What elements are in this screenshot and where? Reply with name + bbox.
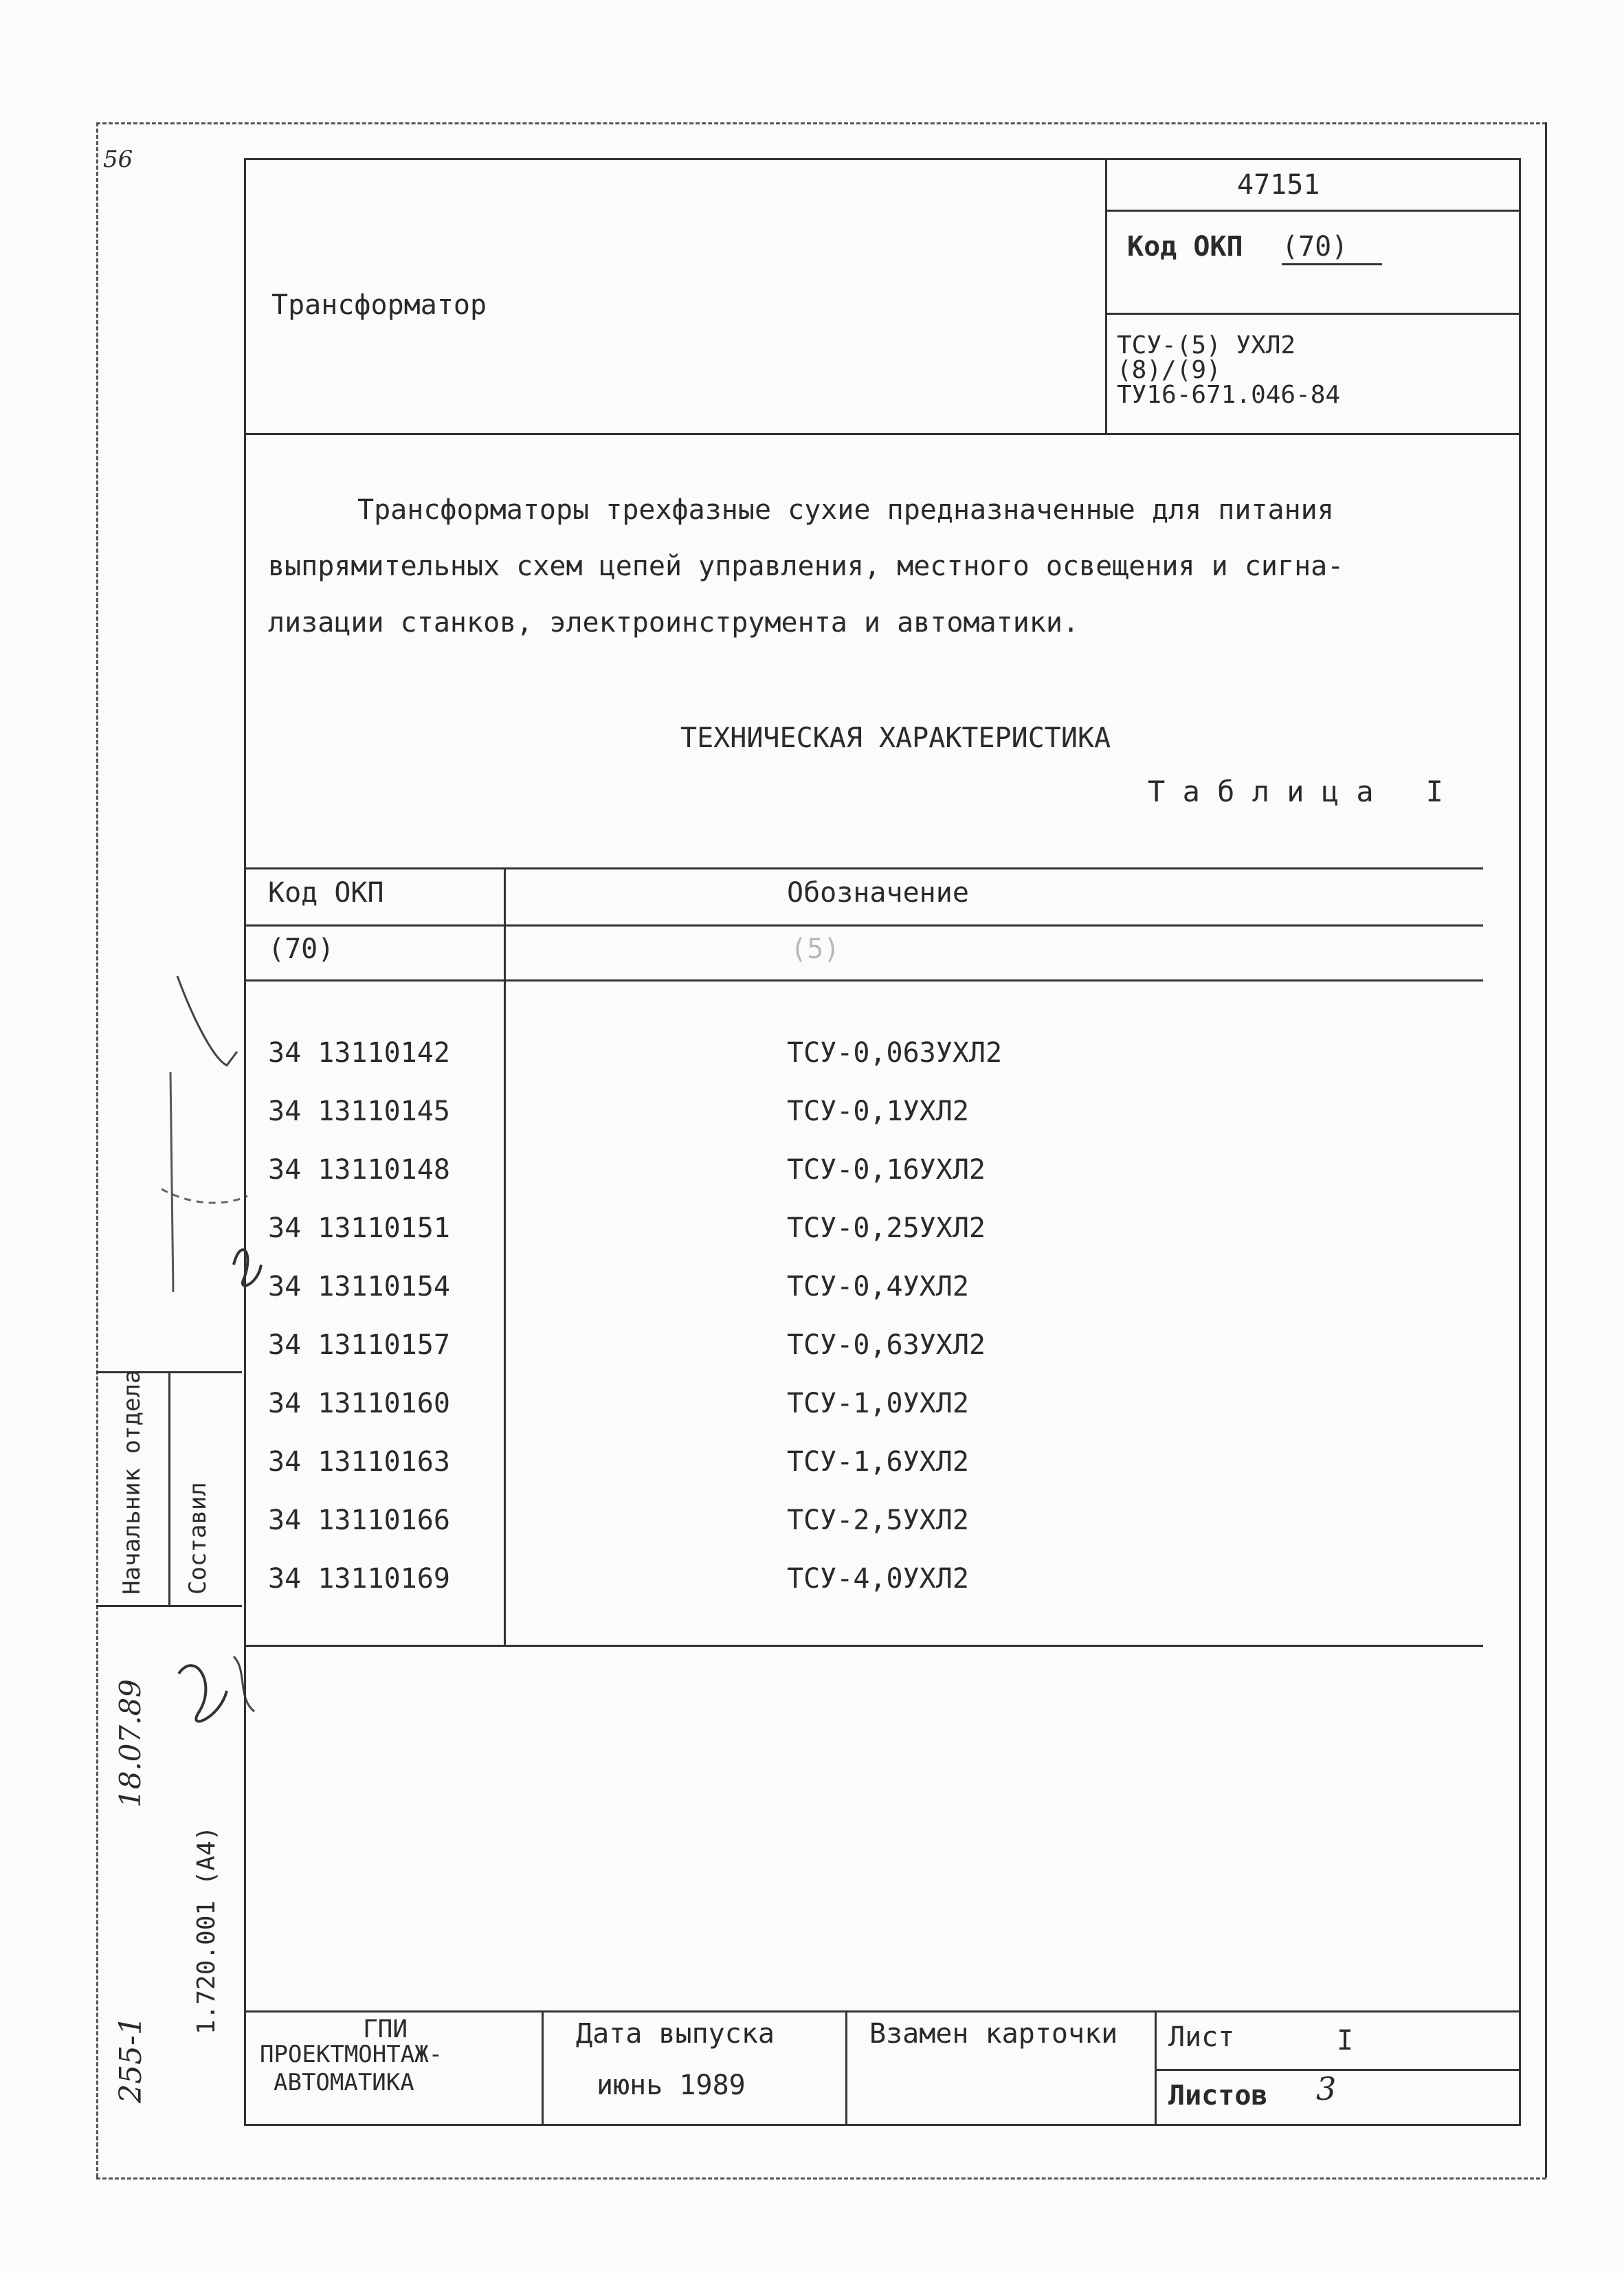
sheet-label: Лист bbox=[1168, 2021, 1235, 2053]
org-line-3: АВТОМАТИКА bbox=[274, 2069, 414, 2096]
form-number: 1.720.001 (A4) bbox=[192, 1826, 221, 2034]
row-code: 34 13110166 bbox=[268, 1505, 450, 1536]
footer-top-line bbox=[244, 2010, 1521, 2013]
sheets-value: 3 bbox=[1316, 2070, 1337, 2107]
row-code: 34 13110157 bbox=[268, 1329, 450, 1361]
row-code: 34 13110169 bbox=[268, 1563, 450, 1595]
row-designation: ТСУ-0,063УХЛ2 bbox=[787, 1037, 1003, 1069]
row-designation: ТСУ-4,0УХЛ2 bbox=[787, 1563, 969, 1595]
card-number: 47151 bbox=[1237, 169, 1320, 201]
row-designation: ТСУ-1,6УХЛ2 bbox=[787, 1446, 969, 1478]
description-line-1: Трансформаторы трехфазные сухие предназначенные для питания bbox=[357, 494, 1334, 526]
header-divider bbox=[1105, 158, 1107, 433]
role-head-label: Начальник отдела bbox=[118, 1369, 146, 1595]
header-row-line-1 bbox=[1105, 210, 1521, 212]
description-line-2: выпрямительных схем цепей управления, местного освещения и сигна- bbox=[268, 551, 1344, 582]
header-row-line-2 bbox=[1105, 313, 1521, 315]
header-bottom bbox=[244, 433, 1521, 435]
frame-top bbox=[96, 122, 1546, 124]
release-date-value: июнь 1989 bbox=[597, 2070, 746, 2101]
row-designation: ТСУ-2,5УХЛ2 bbox=[787, 1505, 969, 1536]
frame-right bbox=[1545, 122, 1547, 2177]
row-code: 34 13110148 bbox=[268, 1154, 450, 1186]
footer-sheet-line bbox=[1155, 2069, 1521, 2071]
designation-line-3: ТУ16-671.046-84 bbox=[1117, 381, 1341, 409]
okp-value: (70) bbox=[1282, 230, 1382, 265]
org-line-1: ГПИ bbox=[363, 2015, 408, 2043]
row-code: 34 13110142 bbox=[268, 1037, 450, 1069]
card-left bbox=[244, 158, 246, 2124]
designation-line-1: ТСУ-(5) УХЛ2 bbox=[1117, 331, 1296, 359]
footer-divider-2 bbox=[845, 2010, 847, 2124]
section-title: ТЕХНИЧЕСКАЯ ХАРАКТЕРИСТИКА bbox=[680, 722, 1111, 754]
signatures-graphic bbox=[96, 962, 275, 1821]
table-column-divider bbox=[504, 867, 506, 1645]
org-line-2: ПРОЕКТМОНТАЖ- bbox=[260, 2041, 443, 2068]
column-sub-code: (70) bbox=[268, 933, 335, 965]
card-right bbox=[1519, 158, 1521, 2124]
row-designation: ТСУ-0,4УХЛ2 bbox=[787, 1271, 969, 1302]
card-top bbox=[244, 158, 1521, 160]
row-designation: ТСУ-0,25УХЛ2 bbox=[787, 1212, 986, 1244]
row-code: 34 13110154 bbox=[268, 1271, 450, 1302]
frame-bottom bbox=[96, 2177, 1546, 2180]
sheets-label: Листов bbox=[1168, 2080, 1268, 2111]
row-code: 34 13110145 bbox=[268, 1096, 450, 1127]
role-compiler-label: Составил bbox=[184, 1482, 212, 1595]
table-top-line bbox=[244, 867, 1483, 869]
row-designation: ТСУ-0,16УХЛ2 bbox=[787, 1154, 986, 1186]
sheet-value: I bbox=[1337, 2025, 1354, 2056]
designation-line-2: (8)/(9) bbox=[1117, 356, 1221, 384]
row-code: 34 13110151 bbox=[268, 1212, 450, 1244]
column-header-designation: Обозначение bbox=[787, 877, 969, 909]
column-header-code: Код ОКП bbox=[268, 877, 384, 909]
card-bottom bbox=[244, 2124, 1521, 2126]
row-designation: ТСУ-1,0УХЛ2 bbox=[787, 1388, 969, 1419]
table-header-line bbox=[244, 924, 1483, 927]
row-designation: ТСУ-0,1УХЛ2 bbox=[787, 1096, 969, 1127]
page-number: 56 bbox=[103, 146, 133, 173]
table-bottom-line bbox=[244, 1645, 1483, 1647]
product-name: Трансформатор bbox=[271, 289, 487, 321]
table-caption: Т а б л и ц а I bbox=[1148, 775, 1443, 808]
row-code: 34 13110160 bbox=[268, 1388, 450, 1419]
row-designation: ТСУ-0,63УХЛ2 bbox=[787, 1329, 986, 1361]
release-date-label: Дата выпуска bbox=[576, 2018, 775, 2050]
footer-divider-1 bbox=[542, 2010, 544, 2124]
row-code: 34 13110163 bbox=[268, 1446, 450, 1478]
replaces-card-label: Взамен карточки bbox=[869, 2018, 1118, 2050]
table-subheader-line bbox=[244, 979, 1483, 982]
column-sub-designation: (5) bbox=[790, 933, 841, 965]
footer-divider-3 bbox=[1155, 2010, 1157, 2124]
approval-date: 18.07.89 bbox=[113, 1678, 147, 1808]
okp-label: Код ОКП bbox=[1127, 231, 1243, 263]
description-line-3: лизации станков, электроинструмента и автоматики. bbox=[268, 607, 1080, 639]
archive-number: 255-1 bbox=[113, 2016, 148, 2103]
